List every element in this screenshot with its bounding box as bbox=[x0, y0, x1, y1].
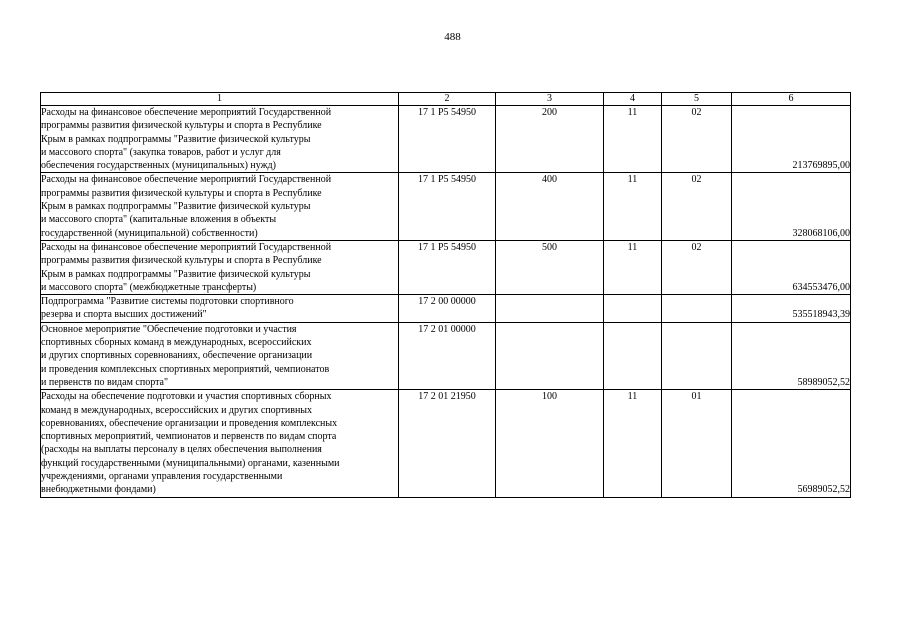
column-number: 1 bbox=[41, 93, 399, 106]
expense-type-code bbox=[496, 322, 604, 389]
expense-type-code: 200 bbox=[496, 106, 604, 173]
table-body bbox=[41, 93, 851, 498]
section-code: 11 bbox=[604, 173, 662, 240]
row-description: Расходы на обеспечение подготовки и участия спортивных сборных команд в международных, всероссийских и других спортивных соревнованиях, обеспечение организации и проведения комплексных спортивных мероприятий, чемпионатов и первенств по видам спорта (расходы на выплаты персоналу в целях обеспечения выполнения функций государственными (муниципальными) органами, казенными учреждениями, органами управления государственными внебюджетными фондами) bbox=[41, 390, 399, 497]
expense-type-code: 100 bbox=[496, 390, 604, 497]
table-row bbox=[41, 390, 851, 497]
target-article-code: 17 2 00 00000 bbox=[399, 295, 496, 323]
row-amount: 535518943,39 bbox=[732, 295, 851, 323]
row-description: Подпрограмма "Развитие системы подготовки спортивного резерва и спорта высших достижений" bbox=[41, 295, 399, 323]
row-description: Основное мероприятие "Обеспечение подготовки и участия спортивных сборных команд в международных, всероссийских и других спортивных соревнованиях, обеспечение организации и проведения комплексных спортивных мероприятий, чемпионатов и первенств по видам спорта" bbox=[41, 322, 399, 389]
row-amount: 56989052,52 bbox=[732, 390, 851, 497]
section-code: 11 bbox=[604, 390, 662, 497]
row-amount: 58989052,52 bbox=[732, 322, 851, 389]
expense-type-code bbox=[496, 295, 604, 323]
row-amount: 328068106,00 bbox=[732, 173, 851, 240]
section-code: 11 bbox=[604, 240, 662, 294]
section-code bbox=[604, 322, 662, 389]
target-article-code: 17 1 P5 54950 bbox=[399, 240, 496, 294]
row-description: Расходы на финансовое обеспечение мероприятий Государственной программы развития физической культуры и спорта в Республике Крым в рамках подпрограммы "Развитие физической культуры и массового спорта" (закупка товаров, работ и услуг для обеспечения государственных (муниципальных) нужд) bbox=[41, 106, 399, 173]
table-row bbox=[41, 106, 851, 173]
column-number: 6 bbox=[732, 93, 851, 106]
column-number: 3 bbox=[496, 93, 604, 106]
row-description: Расходы на финансовое обеспечение мероприятий Государственной программы развития физической культуры и спорта в Республике Крым в рамках подпрограммы "Развитие физической культуры и массового спорта" (капитальные вложения в объекты государственной (муниципальной) собственности) bbox=[41, 173, 399, 240]
section-code bbox=[604, 295, 662, 323]
column-number: 2 bbox=[399, 93, 496, 106]
target-article-code: 17 1 P5 54950 bbox=[399, 173, 496, 240]
subsection-code: 02 bbox=[662, 106, 732, 173]
row-amount: 634553476,00 bbox=[732, 240, 851, 294]
subsection-code: 02 bbox=[662, 240, 732, 294]
subsection-code: 02 bbox=[662, 173, 732, 240]
subsection-code: 01 bbox=[662, 390, 732, 497]
expense-type-code: 500 bbox=[496, 240, 604, 294]
expense-type-code: 400 bbox=[496, 173, 604, 240]
page-number: 488 bbox=[444, 31, 461, 43]
target-article-code: 17 1 P5 54950 bbox=[399, 106, 496, 173]
target-article-code: 17 2 01 00000 bbox=[399, 322, 496, 389]
target-article-code: 17 2 01 21950 bbox=[399, 390, 496, 497]
section-code: 11 bbox=[604, 106, 662, 173]
table-row bbox=[41, 240, 851, 294]
subsection-code bbox=[662, 322, 732, 389]
table-row bbox=[41, 295, 851, 323]
column-number: 4 bbox=[604, 93, 662, 106]
budget-table bbox=[40, 92, 851, 498]
column-number-row bbox=[41, 93, 851, 106]
table-row bbox=[41, 173, 851, 240]
row-amount: 213769895,00 bbox=[732, 106, 851, 173]
column-number: 5 bbox=[662, 93, 732, 106]
row-description: Расходы на финансовое обеспечение мероприятий Государственной программы развития физической культуры и спорта в Республике Крым в рамках подпрограммы "Развитие физической культуры и массового спорта" (межбюджетные трансферты) bbox=[41, 240, 399, 294]
table-row bbox=[41, 322, 851, 389]
subsection-code bbox=[662, 295, 732, 323]
